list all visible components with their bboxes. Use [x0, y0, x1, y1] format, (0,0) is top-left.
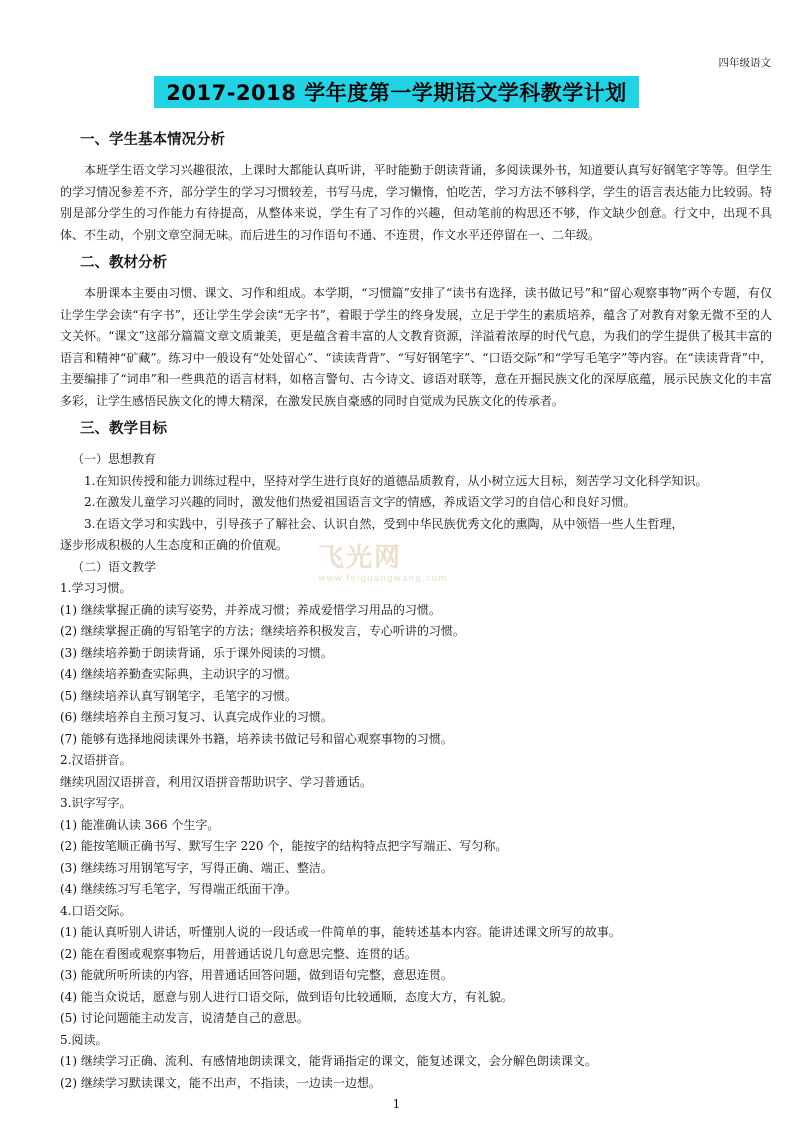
list-item: (3) 继续培养勤于朗读背诵，乐于课外阅读的习惯。 — [60, 645, 333, 660]
list-item: (2) 能在看图或观察事物后，用普通话说几句意思完整、连贯的话。 — [60, 946, 417, 961]
list-item: (7) 能够有选择地阅读课外书籍，培养读书做记号和留心观察事物的习惯。 — [60, 731, 453, 746]
heading-pinyin: 2.汉语拼音。 — [60, 753, 132, 767]
page-number: 1 — [392, 1097, 401, 1111]
list-item: (5) 继续培养认真写钢笔字，毛笔字的习惯。 — [60, 688, 297, 703]
moral-goal-2: 2.在激发儿童学习兴趣的同时，激发他们热爱祖国语言文字的情感，养成语文学习的自信心和良好习惯。 — [84, 495, 636, 509]
heading-literacy-writing: 3.识字写字。 — [60, 796, 132, 810]
list-item: (3) 继续练习用钢笔写字，写得正确、端正、整洁。 — [60, 860, 333, 875]
section-heading-teaching-goals: 三、教学目标 — [80, 421, 167, 437]
list-item: (6) 继续培养自主预习复习、认真完成作业的习惯。 — [60, 710, 333, 724]
list-item: (4) 继续练习写毛笔字，写得端正纸面干净。 — [60, 882, 297, 896]
list-item: (2) 继续掌握正确的写铅笔字的方法；继续培养积极发言，专心听讲的习惯。 — [60, 624, 465, 638]
list-item: (1) 能认真听别人讲话，听懂别人说的一段话或一件简单的事，能转述基本内容。能讲述课文所写的故事。 — [60, 925, 621, 939]
list-item: (4) 继续培养勤查实际典，主动识字的习惯。 — [60, 667, 297, 681]
moral-goal-3-cont: 逐步形成积极的人生态度和正确的价值观。 — [60, 538, 289, 552]
watermark-logo-text: 飞光网 — [318, 543, 403, 573]
heading-oral-communication: 4.口语交际。 — [60, 903, 132, 918]
title-row — [0, 76, 793, 108]
moral-goal-1: 1.在知识传授和能力训练过程中，坚持对学生进行良好的道德品质教育，从小树立远大目标，刻苦学习文化科学知识。 — [84, 473, 708, 488]
heading-reading: 5.阅读。 — [60, 1032, 108, 1047]
watermark — [318, 537, 448, 584]
pinyin-text: 继续巩固汉语拼音，利用汉语拼音帮助识字、学习普通话。 — [60, 774, 373, 789]
list-item: (4) 能当众说话，愿意与别人进行口语交际，做到语句比较通顺，态度大方，有礼貌。 — [60, 989, 513, 1004]
list-item: (2) 能按笔顺正确书写、默写生字 220 个，能按字的结构特点把字写端正、写匀称。 — [60, 839, 508, 853]
list-item: (1) 能准确认读 366 个生字。 — [60, 817, 220, 832]
subheading-moral-education: （一）思想教育 — [72, 452, 157, 466]
list-item: (1) 继续掌握正确的读写姿势，并养成习惯；养成爱惜学习用品的习惯。 — [60, 602, 441, 617]
section-heading-textbook-analysis: 二、教材分析 — [80, 255, 167, 271]
section-heading-student-analysis: 一、学生基本情况分析 — [80, 132, 225, 148]
heading-study-habits: 1.学习习惯。 — [60, 581, 132, 595]
list-item: (1) 继续学习正确、流利、有感情地朗读课文，能背诵指定的课文，能复述课文，会分解色朗读课文。 — [60, 1054, 597, 1068]
list-item: (5) 讨论问题能主动发言，说清楚自己的意思。 — [60, 1011, 309, 1025]
moral-goal-3: 3.在语文学习和实践中，引导孩子了解社会、认识自然，受到中华民族优秀文化的熏陶，从中领悟一些人生哲理， — [84, 516, 684, 531]
textbook-analysis-paragraph: 本册课本主要由习惯、课文、习作和组成。本学期，“习惯篇”安排了“读书有选择，读书做记号”和“留心观察事物”两个专题，有仅让学生学会读“有字书”，还让学生学会读“无字书”，着眼于学生的终身发展，立足于学生的素质培养，蕴含了对教育对象无微不至的人文关怀。“课文”这部分篇篇文章文质兼美，更是蕴含着丰富的人文教育资源，洋溢着浓厚的时代气息，为我们的学生提供了极其丰富的语言和精神“矿藏”。练习中一般设有“处处留心”、“读读背背”、“写好钢笔字”、“口语交际”和“学写毛笔字”等内容。在“读读背背”中，主要编排了“词串”和一些典范的语言材料，如格言警句、古今诗文、谚语对联等，意在开掘民族文化的深厚底蕴，展示民族文化的丰富多彩，让学生感悟民族文化的博大精深，在激发民族自豪感的同时自觉成为民族文化的传承者。 — [60, 286, 772, 408]
subheading-chinese-teaching: （二）语文教学 — [72, 559, 157, 574]
list-item: (3) 能就所听所读的内容，用普通话回答问题，做到语句完整，意思连贯。 — [60, 968, 453, 982]
student-analysis-paragraph: 本班学生语文学习兴趣很浓，上课时大都能认真听讲，平时能勤于朗读背诵，多阅读课外书，知道要认真写好钢笔字等等。但学生的学习情况参差不齐，部分学生的学习习惯较差，书写马虎，学习懒惰，怕吃苦，学习方法不够科学，学生的语言表达能力比较弱。特别是部分学生的习作能力有待提高，从整体来说，学生有了习作的兴趣，但动笔前的构思还不够，作文缺少创意。行文中，出现不具体、不生动，个别文章空洞无味。而后进生的习作语句不通、不连贯，作文水平还停留在一、二年级。 — [60, 163, 772, 242]
document-body — [60, 129, 772, 1094]
list-item: (2) 继续学习默读课文，能不出声，不指读，一边读一边想。 — [60, 1075, 381, 1090]
header-grade-tag: 四年级语文 — [718, 57, 771, 69]
watermark-url: www.feiguangwang.com — [318, 574, 449, 584]
document-title: 2017-2018 学年度第一学期语文学科教学计划 — [154, 76, 638, 108]
